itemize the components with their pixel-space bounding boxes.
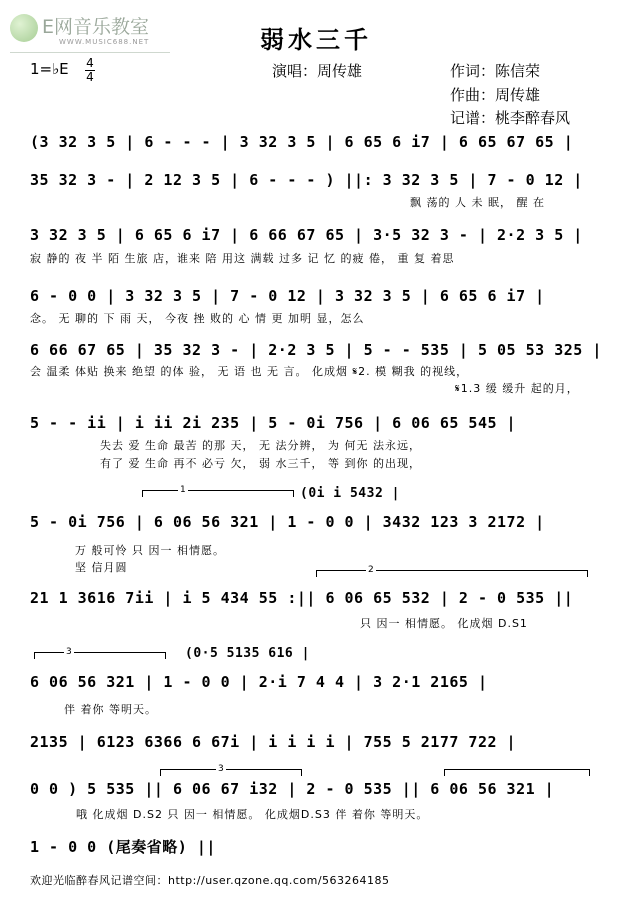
score-line-3: 3 32 3 5 | 6 65 6 i7 | 6 66 67 65 | 3·5 32 3 - | 2·2 3 5 |	[30, 226, 583, 244]
time-signature	[85, 58, 95, 83]
volta-number-2: 2	[368, 565, 374, 575]
score-line-9-upper: (0·5 5135 616 |	[185, 646, 310, 661]
lyric-line-11: 哦 化成烟 D.S2 只 因一 相情愿。 化成烟D.S3 伴 着你 等明天。	[76, 808, 429, 821]
score-line-11: 0 0 ) 5 535 || 6 06 67 i32 | 2 - 0 535 || 6 06 56 321 |	[30, 780, 555, 798]
lyric-line-4: 念。 无 聊的 下 雨 天， 今夜 挫 败的 心 情 更 加明 显，怎么	[30, 312, 365, 325]
lyric-line-2: 飘 荡的 人 未 眠， 醒 在	[410, 196, 545, 209]
lyric-line-7a: 万 般可怜 只 因一 相情愿。	[75, 544, 225, 557]
score-line-1: (3 32 3 5 | 6 - - - | 3 32 3 5 | 6 65 6 i7 | 6 65 67 65 |	[30, 133, 574, 151]
footer-credit: 欢迎光临醉春风记谱空间：http://user.qzone.qq.com/563264185	[30, 874, 390, 887]
volta-bracket-4	[444, 769, 590, 776]
singer-credit: 演唱：周传雄	[272, 62, 363, 80]
score-line-7: 5 - 0i 756 | 6 06 56 321 | 1 - 0 0 | 3432 123 3 2172 |	[30, 513, 545, 531]
logo-text: E网音乐教室	[42, 16, 150, 38]
key-signature: 1=♭E	[30, 60, 69, 78]
lyric-line-6b: 有了 爱 生命 再不 必亏 欠， 弱 水三千， 等 到你 的出现，	[100, 457, 421, 470]
score-line-8: 21 1 3616 7ii | i 5 434 55 :|| 6 06 65 532 | 2 - 0 535 ||	[30, 589, 574, 607]
lyric-line-9: 伴 着你 等明天。	[64, 703, 157, 716]
volta-bracket-2	[316, 570, 588, 577]
transcriber-credit: 记谱：桃李醉春风	[450, 109, 571, 127]
time-signature-top: 4	[86, 56, 94, 70]
volta-bracket-1	[142, 490, 294, 497]
lyric-line-5b: 𝄋1.3 缓 缓升 起的月，	[455, 382, 579, 395]
volta-bracket-3b	[160, 769, 302, 776]
volta-number-3: 3	[66, 647, 72, 657]
song-title: 弱水三千	[260, 25, 372, 54]
logo-url: WWW.MUSIC688.NET	[59, 38, 150, 46]
volta-bracket-3	[34, 652, 166, 659]
score-line-2: 35 32 3 - | 2 12 3 5 | 6 - - - ) ||: 3 32 3 5 | 7 - 0 12 |	[30, 171, 583, 189]
lyric-line-6a: 失去 爱 生命 最苦 的那 天， 无 法分辨， 为 何无 法永远，	[100, 439, 421, 452]
score-line-4: 6 - 0 0 | 3 32 3 5 | 7 - 0 12 | 3 32 3 5 | 6 65 6 i7 |	[30, 287, 545, 305]
score-line-5: 6 66 67 65 | 35 32 3 - | 2·2 3 5 | 5 - - 535 | 5 05 53 325 |	[30, 341, 602, 359]
volta-number-1: 1	[180, 485, 186, 495]
score-line-6: 5 - - ii | i ii 2i 235 | 5 - 0i 756 | 6 06 65 545 |	[30, 414, 517, 432]
time-signature-bottom: 4	[86, 70, 94, 84]
score-line-9: 6 06 56 321 | 1 - 0 0 | 2·i 7 4 4 | 3 2·1 2165 |	[30, 673, 488, 691]
lyric-line-5: 会 温柔 体贴 换来 绝望 的体 验， 无 语 也 无 言。 化成烟 𝄋2. 模 糊我 的视线，	[30, 365, 469, 378]
lyricist-credit: 作词：陈信荣	[450, 62, 541, 80]
lyric-line-7b: 坚 信月圆	[75, 561, 128, 574]
score-line-10: 2135 | 6123 6366 6 67i | i i i i | 755 5 2177 722 |	[30, 733, 517, 751]
volta-number-3b: 3	[218, 764, 224, 774]
score-line-7-upper: (0i i 5432 |	[300, 486, 400, 501]
lyric-line-8: 只 因一 相情愿。 化成烟 D.S1	[360, 617, 528, 630]
score-line-12: 1 - 0 0 (尾奏省略) ||	[30, 838, 216, 856]
lyric-line-3: 寂 静的 夜 半 陌 生旅 店，谁来 陪 用这 满载 过多 记 忆 的疲 倦， 重 复 着思	[30, 252, 455, 265]
composer-credit: 作曲：周传雄	[450, 86, 541, 104]
